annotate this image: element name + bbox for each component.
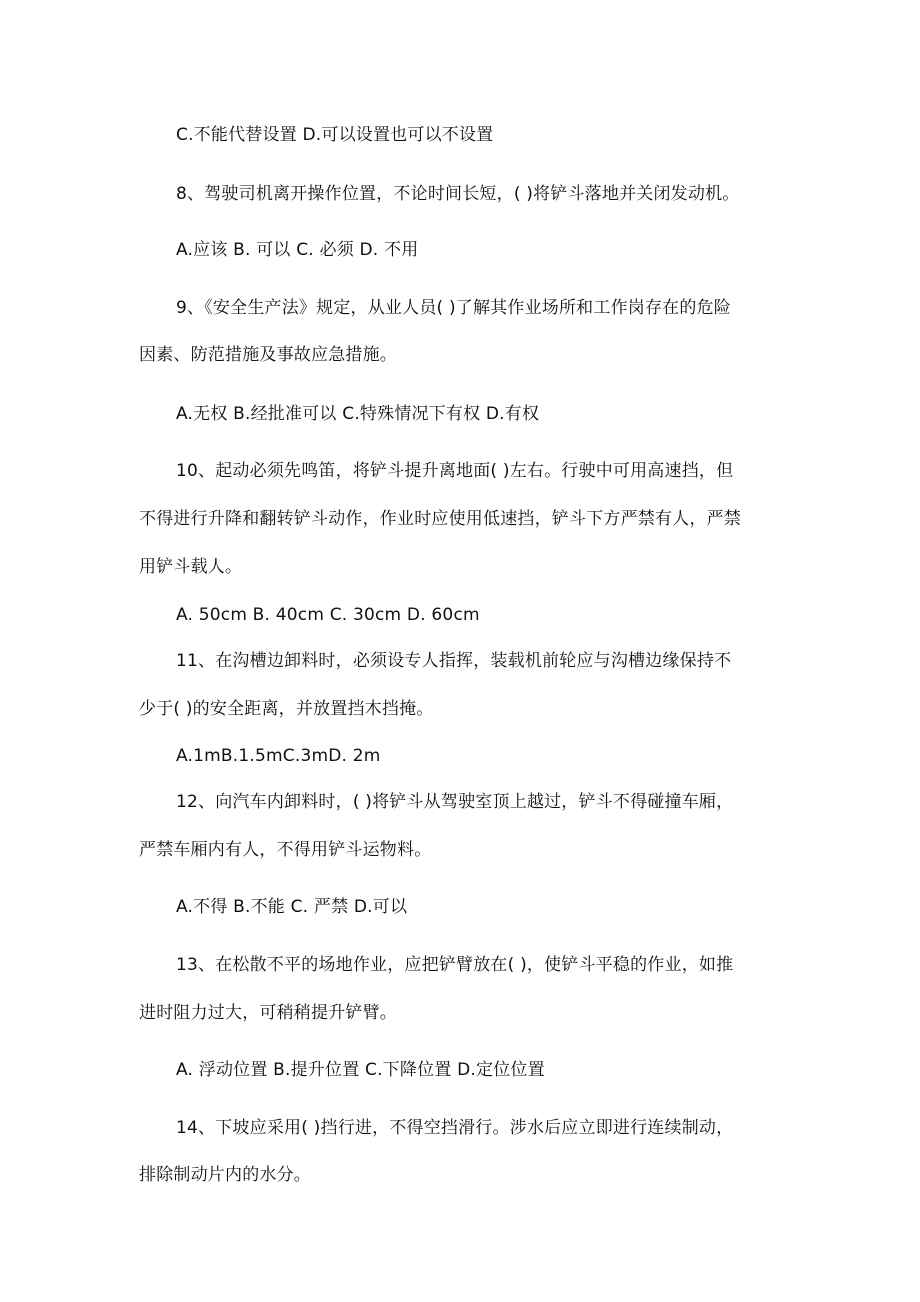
question-9-line-2: 因素、防范措施及事故应急措施。 [139, 345, 397, 365]
question-11-line-1: 11、在沟槽边卸料时，必须设专人指挥，装载机前轮应与沟槽边缘保持不 [176, 651, 732, 671]
answer-options-q8: A.应该 B. 可以 C. 必须 D. 不用 [176, 240, 419, 260]
question-14-line-2: 排除制动片内的水分。 [139, 1165, 311, 1185]
question-13-line-1: 13、在松散不平的场地作业，应把铲臂放在( )，使铲斗平稳的作业，如推 [176, 955, 734, 975]
question-10-line-1: 10、起动必须先鸣笛，将铲斗提升离地面( )左右。行驶中可用高速挡，但 [176, 461, 734, 481]
answer-options-q10: A. 50cm B. 40cm C. 30cm D. 60cm [176, 605, 480, 625]
question-12-line-2: 严禁车厢内有人，不得用铲斗运物料。 [139, 840, 432, 860]
answer-options-q9: A.无权 B.经批准可以 C.特殊情况下有权 D.有权 [176, 404, 540, 424]
answer-options-q13: A. 浮动位置 B.提升位置 C.下降位置 D.定位位置 [176, 1060, 545, 1080]
question-10-line-3: 用铲斗载人。 [139, 557, 243, 577]
answer-options-q11: A.1mB.1.5mC.3mD. 2m [176, 746, 381, 766]
question-14-line-1: 14、下坡应采用( )挡行进，不得空挡滑行。涉水后应立即进行连续制动， [176, 1118, 734, 1138]
answer-options-q12: A.不得 B.不能 C. 严禁 D.可以 [176, 897, 408, 917]
question-13-line-2: 进时阻力过大，可稍稍提升铲臂。 [139, 1003, 397, 1023]
question-12-line-1: 12、向汽车内卸料时，( )将铲斗从驾驶室顶上越过，铲斗不得碰撞车厢， [176, 792, 734, 812]
question-9-line-1: 9、《安全生产法》规定，从业人员( )了解其作业场所和工作岗存在的危险 [176, 298, 731, 318]
question-11-line-2: 少于( )的安全距离，并放置挡木挡掩。 [139, 699, 434, 719]
question-8: 8、驾驶司机离开操作位置，不论时间长短，( )将铲斗落地并关闭发动机。 [176, 184, 740, 204]
answer-options-q7-cd: C.不能代替设置 D.可以设置也可以不设置 [176, 125, 494, 145]
question-10-line-2: 不得进行升降和翻转铲斗动作，作业时应使用低速挡，铲斗下方严禁有人，严禁 [139, 509, 741, 529]
